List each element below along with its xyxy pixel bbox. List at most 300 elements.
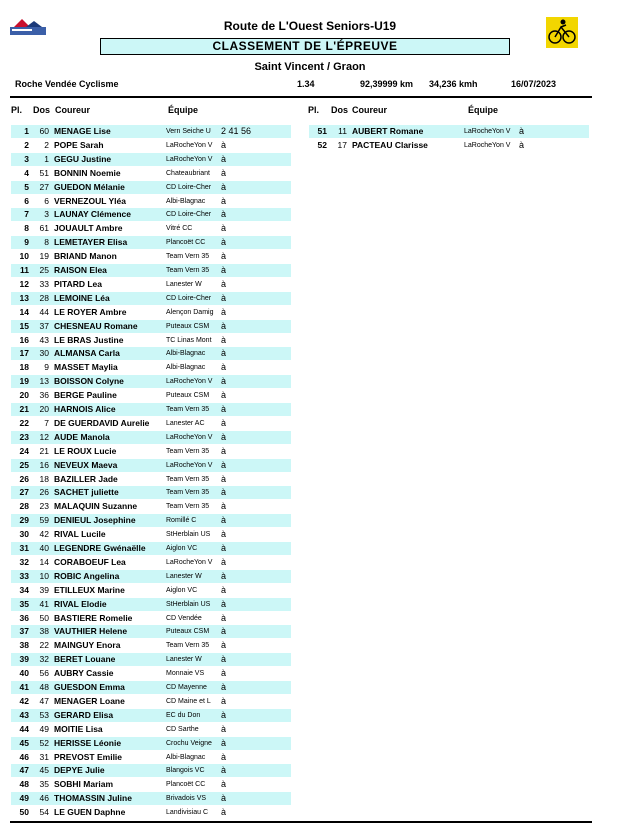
event-title: Route de L'Ouest Seniors-U19 (223, 19, 397, 33)
team-name: CD Loire-Cher (166, 294, 212, 302)
rider-name: CORABOEUF Lea (54, 556, 126, 567)
rank: 9 (24, 237, 29, 248)
rank: 13 (19, 292, 29, 303)
result-row (11, 709, 291, 722)
team-name: Team Vern 35 (166, 253, 210, 261)
team-name: Team Vern 35 (166, 406, 210, 413)
team-name: Albi-Blagnac (166, 350, 206, 358)
gap-value: à (221, 390, 227, 401)
bib-number: 32 (39, 654, 49, 665)
team-name: Albi-Blagnac (166, 197, 206, 205)
rank: 29 (19, 515, 29, 526)
rank: 25 (19, 459, 29, 470)
rank: 23 (19, 431, 29, 442)
gap-value: à (221, 570, 227, 581)
result-row (11, 764, 291, 777)
bib-number: 54 (39, 807, 49, 818)
team-name: Lanester W (166, 280, 202, 288)
team-name: Lanester AC (166, 419, 205, 427)
gap-value: à (221, 640, 227, 651)
team-name: Plancoët CC (166, 781, 206, 789)
race-distance: 92,39999 km (360, 79, 414, 89)
rank: 39 (19, 654, 29, 665)
bib-number: 19 (39, 251, 49, 262)
header-pl-right: Pl. (308, 105, 320, 115)
rank: 6 (24, 195, 29, 206)
header-pl: Pl. (11, 105, 23, 115)
gap-value: à (221, 584, 227, 595)
team-name: CD Sarthe (166, 725, 199, 733)
bib-number: 30 (39, 348, 49, 359)
rider-name: RIVAL Lucile (54, 529, 106, 540)
rank: 50 (19, 807, 29, 818)
gap-value: à (221, 376, 227, 387)
result-row (11, 570, 291, 583)
gap-value: à (221, 139, 227, 150)
result-row (11, 208, 291, 221)
rider-name: MASSET Maylia (54, 362, 118, 373)
rider-name: LE GUEN Daphne (54, 807, 126, 818)
bib-number: 33 (39, 278, 49, 289)
result-row (11, 667, 291, 680)
bib-number: 7 (44, 417, 49, 428)
team-name: StHerblain US (166, 531, 211, 539)
result-row (11, 195, 291, 208)
header-dos: Dos (33, 105, 51, 115)
rider-name: PITARD Lea (54, 278, 103, 289)
rider-name: MALAQUIN Suzanne (54, 501, 138, 512)
rider-name: LE ROUX Lucie (54, 445, 117, 456)
team-name: CD Loire-Cher (166, 211, 212, 219)
rider-name: BRIAND Manon (54, 251, 117, 262)
rank: 36 (19, 612, 29, 623)
bib-number: 35 (39, 779, 49, 790)
team-name: CD Mayenne (166, 684, 207, 691)
result-row (11, 723, 291, 736)
team-name: Vern Seiche U (166, 128, 211, 135)
rider-name: BOISSON Colyne (54, 376, 124, 387)
rank: 46 (19, 751, 29, 762)
rank: 35 (19, 598, 29, 609)
gap-value: 2 41 56 (221, 126, 252, 136)
result-row (11, 639, 291, 652)
team-name: Romillé C (166, 517, 197, 525)
rank: 52 (317, 139, 327, 150)
team-name: Team Vern 35 (166, 267, 210, 274)
rider-name: RAISON Elea (54, 265, 107, 275)
rider-name: VERNEZOUL Yléa (54, 195, 126, 206)
team-name: Lanester W (166, 572, 202, 580)
rider-name: GUEDON Mélanie (54, 181, 125, 192)
result-row (309, 139, 589, 152)
rank: 16 (19, 334, 29, 345)
gap-value: à (221, 765, 227, 776)
team-name: Vitré CC (166, 225, 193, 233)
gap-value: à (221, 153, 227, 164)
result-row (11, 500, 291, 513)
gap-value: à (221, 320, 227, 331)
bib-number: 60 (39, 126, 49, 136)
rider-name: GERARD Elisa (54, 709, 114, 720)
rider-name: PACTEAU Clarisse (352, 139, 428, 150)
rider-name: MENAGER Loane (54, 695, 125, 706)
rank: 37 (19, 626, 29, 637)
rider-name: LE BRAS Justine (54, 334, 124, 345)
gap-value: à (221, 292, 227, 303)
bib-number: 46 (39, 793, 49, 804)
gap-value: à (221, 807, 227, 818)
result-row (11, 389, 291, 402)
rank: 26 (19, 473, 29, 484)
gap-value: à (221, 779, 227, 790)
club-logo (546, 17, 578, 48)
result-row (11, 334, 291, 347)
gap-value: à (221, 209, 227, 220)
result-row (11, 320, 291, 333)
gap-value: à (221, 737, 227, 748)
bib-number: 8 (44, 237, 49, 248)
gap-value: à (221, 348, 227, 359)
average-speed: 34,236 kmh (429, 79, 478, 89)
rank: 28 (19, 501, 29, 512)
team-name: LaRocheYon V (166, 155, 213, 163)
bib-number: 27 (39, 181, 49, 192)
header-dos-right: Dos (331, 105, 349, 115)
bib-number: 10 (39, 570, 49, 581)
result-row (11, 417, 291, 430)
rider-name: NEVEUX Maeva (54, 459, 118, 470)
result-row (11, 306, 291, 319)
gap-value: à (221, 751, 227, 762)
rider-name: SACHET juliette (54, 487, 119, 498)
result-row (11, 653, 291, 666)
team-name: StHerblain US (166, 600, 211, 608)
result-row (11, 778, 291, 791)
team-name: LaRocheYon V (464, 141, 511, 149)
result-row (11, 737, 291, 750)
bib-number: 50 (39, 612, 49, 623)
gap-value: à (221, 793, 227, 804)
rider-name: THOMASSIN Juline (54, 793, 132, 804)
rider-name: DENIEUL Josephine (54, 515, 136, 526)
gap-value: à (221, 223, 227, 234)
result-row (11, 431, 291, 444)
bib-number: 2 (44, 139, 49, 150)
rider-name: LE ROYER Ambre (54, 306, 127, 317)
team-name: Alençon Damig (166, 308, 214, 316)
rank: 11 (20, 265, 29, 275)
result-row (11, 278, 291, 291)
gap-value: à (221, 362, 227, 373)
rank: 24 (19, 445, 29, 456)
team-name: Landivisiau C (166, 809, 209, 817)
gap-value: à (221, 459, 227, 470)
bib-number: 16 (39, 459, 49, 470)
bib-number: 1 (44, 153, 49, 164)
result-row (11, 292, 291, 305)
gap-value: à (221, 626, 227, 637)
header-team: Équipe (168, 105, 199, 115)
rank: 19 (19, 376, 29, 387)
gap-value: à (221, 515, 227, 526)
result-row (11, 181, 291, 194)
gap-value: à (519, 126, 525, 136)
rider-name: AUDE Manola (54, 431, 110, 442)
bib-number: 28 (39, 292, 49, 303)
rank: 14 (19, 306, 29, 317)
rider-name: PREVOST Emilie (54, 751, 123, 762)
bib-number: 25 (39, 265, 49, 275)
result-row (309, 125, 589, 138)
rider-name: LAUNAY Clémence (54, 209, 132, 220)
team-name: Team Vern 35 (166, 475, 210, 483)
rider-name: LEMETAYER Elisa (54, 237, 128, 248)
bib-number: 20 (39, 404, 49, 414)
team-name: Blangois VC (166, 767, 205, 775)
gap-value: à (221, 501, 227, 512)
rider-name: RIVAL Elodie (54, 598, 107, 609)
result-row (11, 584, 291, 597)
result-row (11, 542, 291, 555)
result-row (11, 598, 291, 611)
team-name: Team Vern 35 (166, 447, 210, 455)
rank: 49 (19, 793, 29, 804)
gap-value: à (221, 682, 227, 692)
gap-value: à (221, 195, 227, 206)
gap-value: à (221, 487, 227, 498)
team-name: CD Maine et L (166, 697, 211, 705)
rank: 15 (19, 320, 29, 331)
rank: 4 (24, 167, 29, 178)
bib-number: 41 (39, 598, 49, 609)
gap-value: à (221, 612, 227, 623)
result-row (11, 751, 291, 764)
team-name: Puteaux CSM (166, 392, 210, 400)
rider-name: MOITIE Lisa (54, 723, 103, 734)
bib-number: 6 (44, 195, 49, 206)
rank: 22 (19, 417, 29, 428)
bib-number: 52 (39, 737, 49, 748)
rider-name: GUESDON Emma (54, 682, 125, 692)
gap-value: à (221, 278, 227, 289)
rank: 20 (19, 390, 29, 401)
result-row (11, 264, 291, 277)
team-name: Aiglon VC (166, 586, 198, 594)
gap-value: à (221, 668, 227, 679)
bib-number: 43 (39, 334, 49, 345)
team-name: LaRocheYon V (166, 558, 213, 566)
result-row (11, 139, 291, 152)
rank: 41 (19, 682, 29, 692)
gap-value: à (221, 306, 227, 317)
rider-name: LEMOINE Léa (54, 292, 110, 303)
category-code: 1.34 (297, 79, 315, 89)
bib-number: 49 (39, 723, 49, 734)
bib-number: 42 (39, 529, 49, 540)
top-divider (10, 96, 592, 98)
rider-name: LEGENDRE Gwénaëlle (54, 543, 146, 553)
bib-number: 59 (39, 515, 49, 526)
bib-number: 17 (337, 139, 347, 150)
rider-name: HERISSE Léonie (54, 737, 122, 748)
rider-name: POPE Sarah (54, 139, 104, 150)
team-name: Puteaux CSM (166, 628, 210, 636)
bib-number: 3 (44, 209, 49, 220)
rank: 47 (19, 765, 29, 776)
rank: 34 (19, 584, 29, 595)
gap-value: à (221, 334, 227, 345)
rider-name: DE GUERDAVID Aurelie (54, 417, 150, 428)
team-name: Albi-Blagnac (166, 364, 206, 372)
gap-value: à (221, 265, 227, 275)
result-row (11, 403, 291, 416)
bib-number: 13 (39, 376, 49, 387)
result-row (11, 681, 291, 694)
team-name: TC Linas Mont (166, 336, 212, 344)
rider-name: JOUAULT Ambre (54, 223, 123, 234)
result-row (11, 528, 291, 541)
gap-value: à (221, 529, 227, 540)
team-name: LaRocheYon V (166, 433, 213, 441)
gap-value: à (221, 417, 227, 428)
team-name: Puteaux CSM (166, 322, 210, 330)
rank: 30 (19, 529, 29, 540)
rider-name: AUBRY Cassie (54, 668, 114, 679)
bib-number: 47 (39, 695, 49, 706)
result-row (11, 612, 291, 625)
bib-number: 56 (39, 668, 49, 679)
rider-name: GEGU Justine (54, 153, 112, 164)
gap-value: à (221, 543, 227, 553)
result-row (11, 236, 291, 249)
header-rider: Coureur (55, 105, 91, 115)
rank: 32 (19, 556, 29, 567)
rider-name: MAINGUY Enora (54, 640, 121, 651)
team-name: Team Vern 35 (166, 503, 210, 511)
team-name: Aiglon VC (166, 545, 198, 552)
team-name: LaRocheYon V (166, 141, 213, 149)
result-row (11, 473, 291, 486)
result-row (11, 347, 291, 360)
rank: 21 (19, 404, 29, 414)
rider-name: SOBHI Mariam (54, 779, 114, 790)
federation-logo (8, 17, 48, 37)
team-name: Albi-Blagnac (166, 753, 206, 761)
team-name: Team Vern 35 (166, 642, 210, 650)
result-row (11, 445, 291, 458)
team-name: Monnaie VS (166, 670, 205, 678)
result-row (11, 361, 291, 374)
rider-name: BONNIN Noemie (54, 167, 121, 178)
bib-number: 11 (338, 126, 347, 136)
rider-name: BASTIERE Romelie (54, 612, 133, 623)
gap-value: à (221, 431, 227, 442)
gap-value: à (221, 445, 227, 456)
team-name: Brivadois VS (166, 795, 207, 803)
bib-number: 31 (39, 751, 49, 762)
rider-name: ROBIC Angelina (54, 570, 120, 581)
rank: 5 (24, 181, 29, 192)
rider-name: ETILLEUX Marine (54, 584, 125, 595)
rank: 27 (19, 487, 29, 498)
gap-value: à (221, 237, 227, 248)
result-row (11, 556, 291, 569)
bib-number: 9 (44, 362, 49, 373)
bib-number: 51 (39, 167, 49, 178)
gap-value: à (221, 723, 227, 734)
team-name: CD Vendée (166, 614, 202, 622)
rider-name: BERGE Pauline (54, 390, 117, 401)
bib-number: 38 (39, 626, 49, 637)
bib-number: 36 (39, 390, 49, 401)
rank: 51 (317, 126, 327, 136)
gap-value: à (221, 404, 227, 414)
rank: 2 (24, 139, 29, 150)
gap-value: à (221, 167, 227, 178)
result-row (11, 792, 291, 805)
team-name: EC du Don (166, 711, 201, 719)
rank: 33 (19, 570, 29, 581)
rider-name: DEPYE Julie (54, 765, 105, 776)
bib-number: 21 (39, 445, 49, 456)
gap-value: à (221, 598, 227, 609)
bottom-divider (10, 821, 592, 823)
gap-value: à (221, 556, 227, 567)
bib-number: 39 (39, 584, 49, 595)
rank: 38 (19, 640, 29, 651)
rank: 42 (19, 695, 29, 706)
rank: 10 (19, 251, 29, 262)
rider-name: ALMANSA Carla (54, 348, 120, 359)
gap-value: à (221, 251, 227, 262)
gap-value: à (221, 473, 227, 484)
organizer: Roche Vendée Cyclisme (15, 79, 119, 89)
result-row (11, 167, 291, 180)
result-row (11, 514, 291, 527)
result-row (11, 486, 291, 499)
rank: 43 (19, 709, 29, 720)
rank: 1 (24, 126, 29, 136)
race-date: 16/07/2023 (511, 79, 557, 89)
result-row (11, 625, 291, 638)
header-rider-right: Coureur (352, 105, 388, 115)
rider-name: BAZILLER Jade (54, 473, 118, 484)
rank: 48 (19, 779, 29, 790)
result-row (11, 806, 291, 819)
team-name: LaRocheYon V (464, 128, 511, 135)
gap-value: à (221, 695, 227, 706)
result-row (11, 153, 291, 166)
rank: 12 (19, 278, 29, 289)
bib-number: 40 (39, 543, 49, 553)
team-name: LaRocheYon V (166, 461, 213, 469)
result-row (11, 375, 291, 388)
rank: 3 (24, 153, 29, 164)
gap-value: à (221, 181, 227, 192)
bib-number: 26 (39, 487, 49, 498)
rank: 40 (19, 668, 29, 679)
result-row (11, 222, 291, 235)
gap-value: à (221, 709, 227, 720)
team-name: Plancoët CC (166, 239, 206, 247)
team-name: Lanester W (166, 656, 202, 664)
bib-number: 45 (39, 765, 49, 776)
rank: 45 (19, 737, 29, 748)
bib-number: 44 (39, 306, 49, 317)
rank: 7 (24, 209, 29, 220)
rank: 17 (19, 348, 29, 359)
rank: 8 (24, 223, 29, 234)
